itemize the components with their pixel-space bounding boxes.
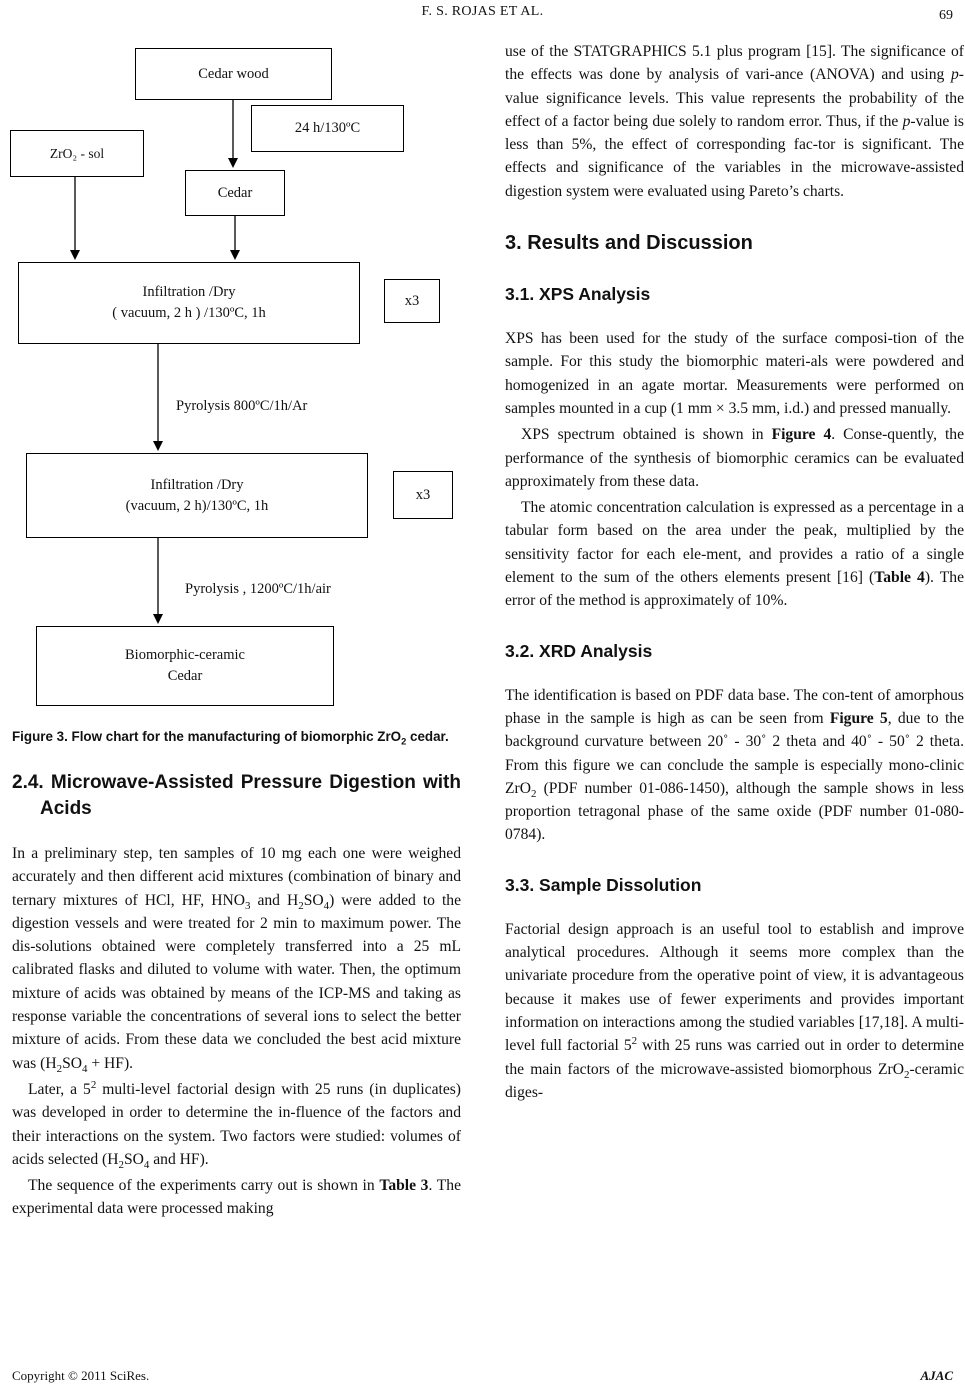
paragraph-xps-1: XPS has been used for the study of the surface composi-tion of the sample. For this study the biomorphic materi-als were powdered and homogenized in an agate mortar. Measurements were performed on samples mounted in a cup (1 mm × 3.5 mm, i.d.) and pressed manually.: [505, 330, 964, 417]
box-zro2-sol: [10, 130, 144, 177]
box-x3-a-label: x3: [404, 292, 420, 309]
box-x3-b-label: x3: [415, 486, 431, 503]
box-zro2-sol-label: ZrO₂ - sol: [49, 146, 105, 161]
label-pyrolysis-2: Pyrolysis , 1200ºC/1h/air: [185, 581, 331, 597]
right-column: [505, 40, 964, 1104]
page-number: 69: [939, 8, 953, 23]
section-2-4-title: 2.4. Microwave-Assisted Pressure Digestion with Acids: [12, 772, 461, 819]
footer-copyright: Copyright © 2011 SciRes.: [12, 1368, 150, 1383]
box-cedar-wood: [135, 48, 332, 100]
paragraph-sequence: The sequence of the experiments carry out is shown in Table 3. The experimental data were processed making: [12, 1177, 461, 1218]
paragraph-xrd: The identification is based on PDF data base. The con-tent of amorphous phase in the sample is high as can be seen from Figure 5, due to the background curvature between 20˚ - 30˚ 2 theta and 40˚ - 50˚ 2 theta. From this figure we can conclude the sample is especially mono-clinic ZrO$_2$ (PDF number 01-086-1450), although the sample shows in less proportion tetragonal phase of the same oxide (PDF number 01-080-0784).: [505, 686, 964, 844]
left-column: [12, 726, 461, 1221]
box-final-line1: Biomorphic-ceramic: [125, 647, 245, 663]
box-final-line2: Cedar: [167, 668, 203, 684]
ref-figure-5[interactable]: Figure 5: [829, 709, 888, 727]
paragraph-statgraphics: use of the STATGRAPHICS 5.1 plus program [15]. The significance of the effects was done by analysis of vari-ance (ANOVA) and using p-value significance levels. This value represents the probability of the effect of a factor being due solely to random error. Thus, if the p-value is less than 5%, the effect of corresponding fac-tor is significant. The effects and significance of the variables in the microwave-assisted digestion system were evaluated using Pareto’s charts.: [505, 43, 964, 200]
ref-figure-4[interactable]: Figure 4: [771, 426, 832, 444]
section-3-3-title: 3.3. Sample Dissolution: [505, 874, 702, 895]
ref-table-3[interactable]: Table 3: [379, 1177, 429, 1195]
paragraph-factorial: Later, a $5^2$ multi-level factorial design with 25 runs (in duplicates) was developed in order to determine the in-fluence of the factors and their interactions on the system. Two factors were studied: volumes of acids selected ($H_2SO_4$ and HF).: [12, 1078, 462, 1171]
box-time-temp-label: 24 h/130ºC: [294, 120, 361, 136]
box-cedar: [185, 170, 285, 216]
box-infiltration-2-line2: (vacuum, 2 h)/130ºC, 1h: [125, 497, 269, 514]
box-cedar-wood-label: Cedar wood: [198, 65, 269, 82]
section-3-1-title: 3.1. XPS Analysis: [505, 284, 651, 305]
paragraph-preliminary: In a preliminary step, ten samples of 10 mg each one were weighed accurately and then different acid mixtures (combination of binary and ternary mixtures of HCl, HF, $HNO_3$ and $H_2SO_4$) were added to the digestion vessels and were treated for 2 min to maximum power. The dis-solutions obtained were completely transferred into a 25 mL calibrated flasks and diluted to volume with water. Then, the optimum mixture of acids was obtained by means of the ICP-MS and taking as response variable the concentrations of several ions to select the better mixture of acids. From these data we concluded the best acid mixture was $(H_2SO_4 + HF)$.: [12, 845, 462, 1075]
ref-table-4[interactable]: Table 4: [874, 569, 925, 587]
box-infiltration-2: [26, 453, 368, 538]
section-3-2-title: 3.2. XRD Analysis: [505, 640, 653, 661]
box-x3-a: [384, 279, 440, 323]
box-cedar-label: Cedar: [217, 184, 253, 201]
box-time-temp: [251, 105, 404, 152]
box-infiltration-1-line1: Infiltration /Dry: [142, 284, 236, 300]
figure-caption: Figure 3. Flow chart for the manufacturing of biomorphic ZrO$_2$ cedar.: [12, 729, 449, 747]
footer-journal: AJAC: [920, 1368, 953, 1383]
box-infiltration-1: [18, 262, 360, 344]
box-infiltration-2-line1: Infiltration /Dry: [150, 476, 244, 493]
box-x3-b: [393, 471, 453, 519]
paragraph-xps-2: XPS spectrum obtained is shown in Figure 4. Conse-quently, the performance of the synthesis of biomorphic ceramics can be evaluated approximately from these data.: [505, 426, 964, 490]
label-pyrolysis-1: Pyrolysis 800ºC/1h/Ar: [176, 398, 308, 414]
section-3-title: 3. Results and Discussion: [505, 232, 753, 255]
box-biomorphic-ceramic: [36, 626, 334, 706]
header-authors: F. S. ROJAS ET AL.: [421, 4, 544, 19]
paragraph-xps-3: The atomic concentration calculation is expressed as a percentage in a tabular form based on the area under the peak, multiplied by the sensitivity factor for each ele-ment, and provides a ratio of a single element to the sum of the others elements present [16] (Table 4). The error of the method is approximately of 10%.: [505, 499, 965, 610]
box-infiltration-1-line2: ( vacuum, 2 h ) /130ºC, 1h: [112, 305, 266, 321]
paragraph-dissolution: Factorial design approach is an useful tool to establish and improve analytical procedures. Although it seems more complex than the univariate procedure from the operative point of view, it is advantageous because it makes use of fewer experiments and provides important information on interactions among the studied variables [17,18]. A multi-level full factorial $5^2$ with 25 runs was carried out in order to determine the main factors of the microwave-assisted biomorphous ZrO$_2$-ceramic diges-: [505, 920, 964, 1101]
